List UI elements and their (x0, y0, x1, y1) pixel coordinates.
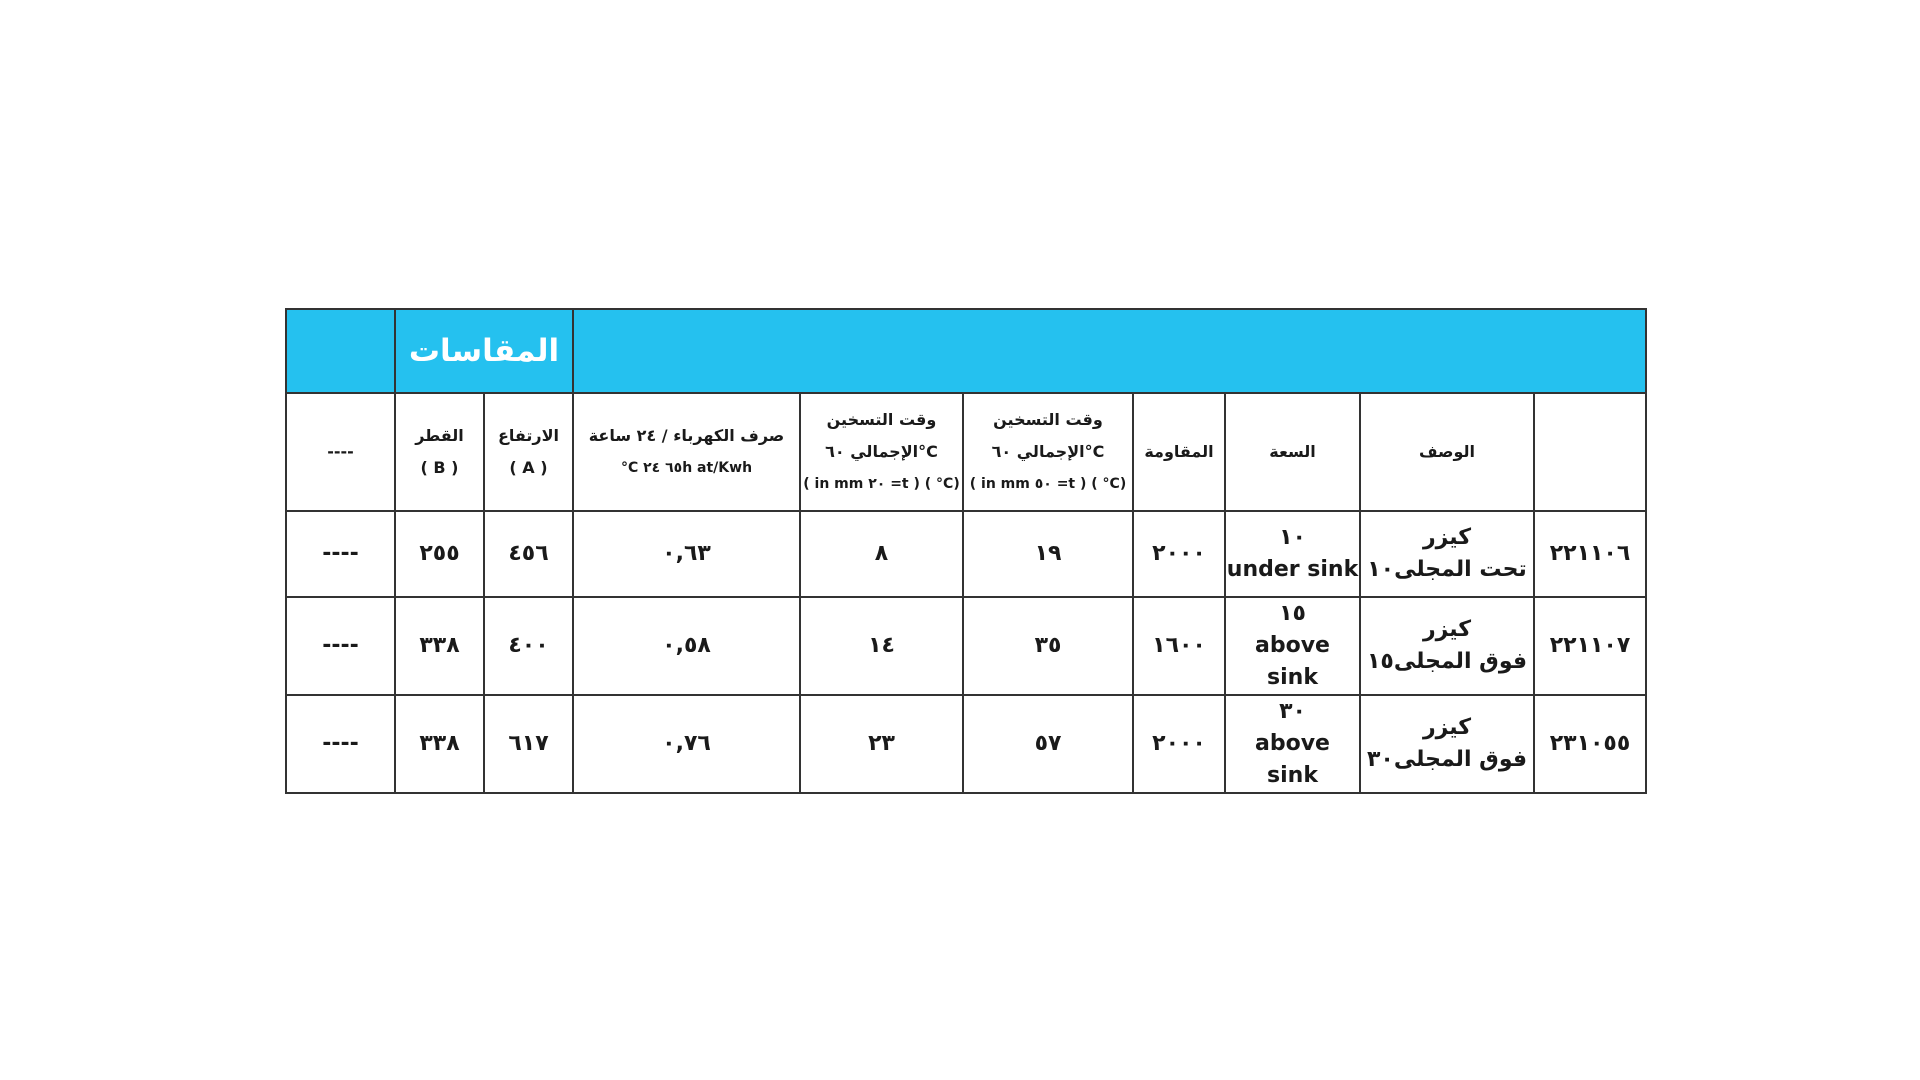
cell-description (1360, 695, 1534, 793)
banner-fill-cell (573, 309, 1646, 393)
header-extra: ---- (286, 393, 395, 511)
header-power-unit: °C ٦٥ ٢٤h at/Kwh (620, 460, 753, 476)
header-height-label: الارتفاع (497, 426, 560, 445)
cell-extra: ---- (286, 511, 395, 597)
header-resistance: المقاومة (1133, 393, 1225, 511)
cell-code: ٢٣١٠٥٥ (1534, 695, 1646, 793)
header-height (484, 393, 573, 511)
cell-capacity-value: ٣٠ (1279, 699, 1306, 724)
cell-diameter: ٣٣٨ (395, 597, 484, 695)
cell-description-line2: تحت المجلى١٠ (1367, 557, 1527, 582)
header-heating-time-50 (963, 393, 1133, 511)
header-row (286, 393, 1646, 511)
header-heating-50-line2: الإجمالي ٦٠°C (991, 442, 1105, 461)
header-code (1534, 393, 1646, 511)
cell-capacity-type: under sink (1226, 557, 1359, 582)
cell-description (1360, 597, 1534, 695)
cell-height: ٤٥٦ (484, 511, 573, 597)
header-height-unit: ( A ) (509, 458, 548, 477)
cell-code: ٢٢١١٠٧ (1534, 597, 1646, 695)
cell-heating-time-20: ١٤ (800, 597, 963, 695)
cell-description-line1: كيزر (1422, 617, 1472, 642)
cell-capacity-value: ١٥ (1279, 601, 1306, 626)
header-heating-time-20 (800, 393, 963, 511)
cell-extra: ---- (286, 695, 395, 793)
cell-capacity (1225, 695, 1360, 793)
cell-resistance: ٢٠٠٠ (1133, 511, 1225, 597)
header-heating-50-line1: وقت التسخين (993, 410, 1103, 429)
cell-resistance: ٢٠٠٠ (1133, 695, 1225, 793)
cell-description-line2: فوق المجلى١٥ (1366, 649, 1528, 674)
header-diameter-label: القطر (415, 426, 464, 445)
cell-power-consumption: ٠,٧٦ (573, 695, 800, 793)
cell-capacity-type: above sink (1255, 731, 1330, 788)
cell-heating-time-50: ٥٧ (963, 695, 1133, 793)
cell-capacity-value: ١٠ (1279, 525, 1306, 550)
header-power-label: صرف الكهرباء / ٢٤ ساعة (588, 426, 785, 445)
table-row (286, 597, 1646, 695)
cell-power-consumption: ٠,٦٣ (573, 511, 800, 597)
cell-heating-time-20: ٨ (800, 511, 963, 597)
table-row (286, 511, 1646, 597)
header-power-consumption (573, 393, 800, 511)
cell-heating-time-20: ٢٣ (800, 695, 963, 793)
cell-diameter: ٣٣٨ (395, 695, 484, 793)
cell-description-line1: كيزر (1422, 715, 1472, 740)
cell-extra: ---- (286, 597, 395, 695)
dimensions-title: المقاسات (395, 309, 573, 393)
header-heating-20-line1: وقت التسخين (826, 410, 937, 429)
table-row (286, 695, 1646, 793)
header-diameter-unit: ( B ) (420, 458, 459, 477)
header-heating-20-line2: الإجمالي ٦٠°C (825, 442, 938, 461)
cell-capacity-type: above sink (1255, 633, 1330, 690)
cell-height: ٦١٧ (484, 695, 573, 793)
banner-row (286, 309, 1646, 393)
cell-capacity (1225, 511, 1360, 597)
header-heating-50-line3: ( in mm ٥٠ =t ) ( °C) (969, 476, 1127, 492)
cell-heating-time-50: ١٩ (963, 511, 1133, 597)
header-capacity: السعة (1225, 393, 1360, 511)
header-diameter (395, 393, 484, 511)
header-description: الوصف (1360, 393, 1534, 511)
header-heating-20-line3: ( in mm ٢٠ =t ) ( °C) (803, 476, 960, 492)
cell-description-line2: فوق المجلى٣٠ (1366, 747, 1528, 772)
cell-heating-time-50: ٣٥ (963, 597, 1133, 695)
cell-description (1360, 511, 1534, 597)
cell-description-line1: كيزر (1422, 525, 1472, 550)
cell-code: ٢٢١١٠٦ (1534, 511, 1646, 597)
cell-height: ٤٠٠ (484, 597, 573, 695)
spec-table (285, 308, 1647, 794)
cell-power-consumption: ٠,٥٨ (573, 597, 800, 695)
cell-diameter: ٢٥٥ (395, 511, 484, 597)
cell-resistance: ١٦٠٠ (1133, 597, 1225, 695)
banner-empty-cell (286, 309, 395, 393)
cell-capacity (1225, 597, 1360, 695)
